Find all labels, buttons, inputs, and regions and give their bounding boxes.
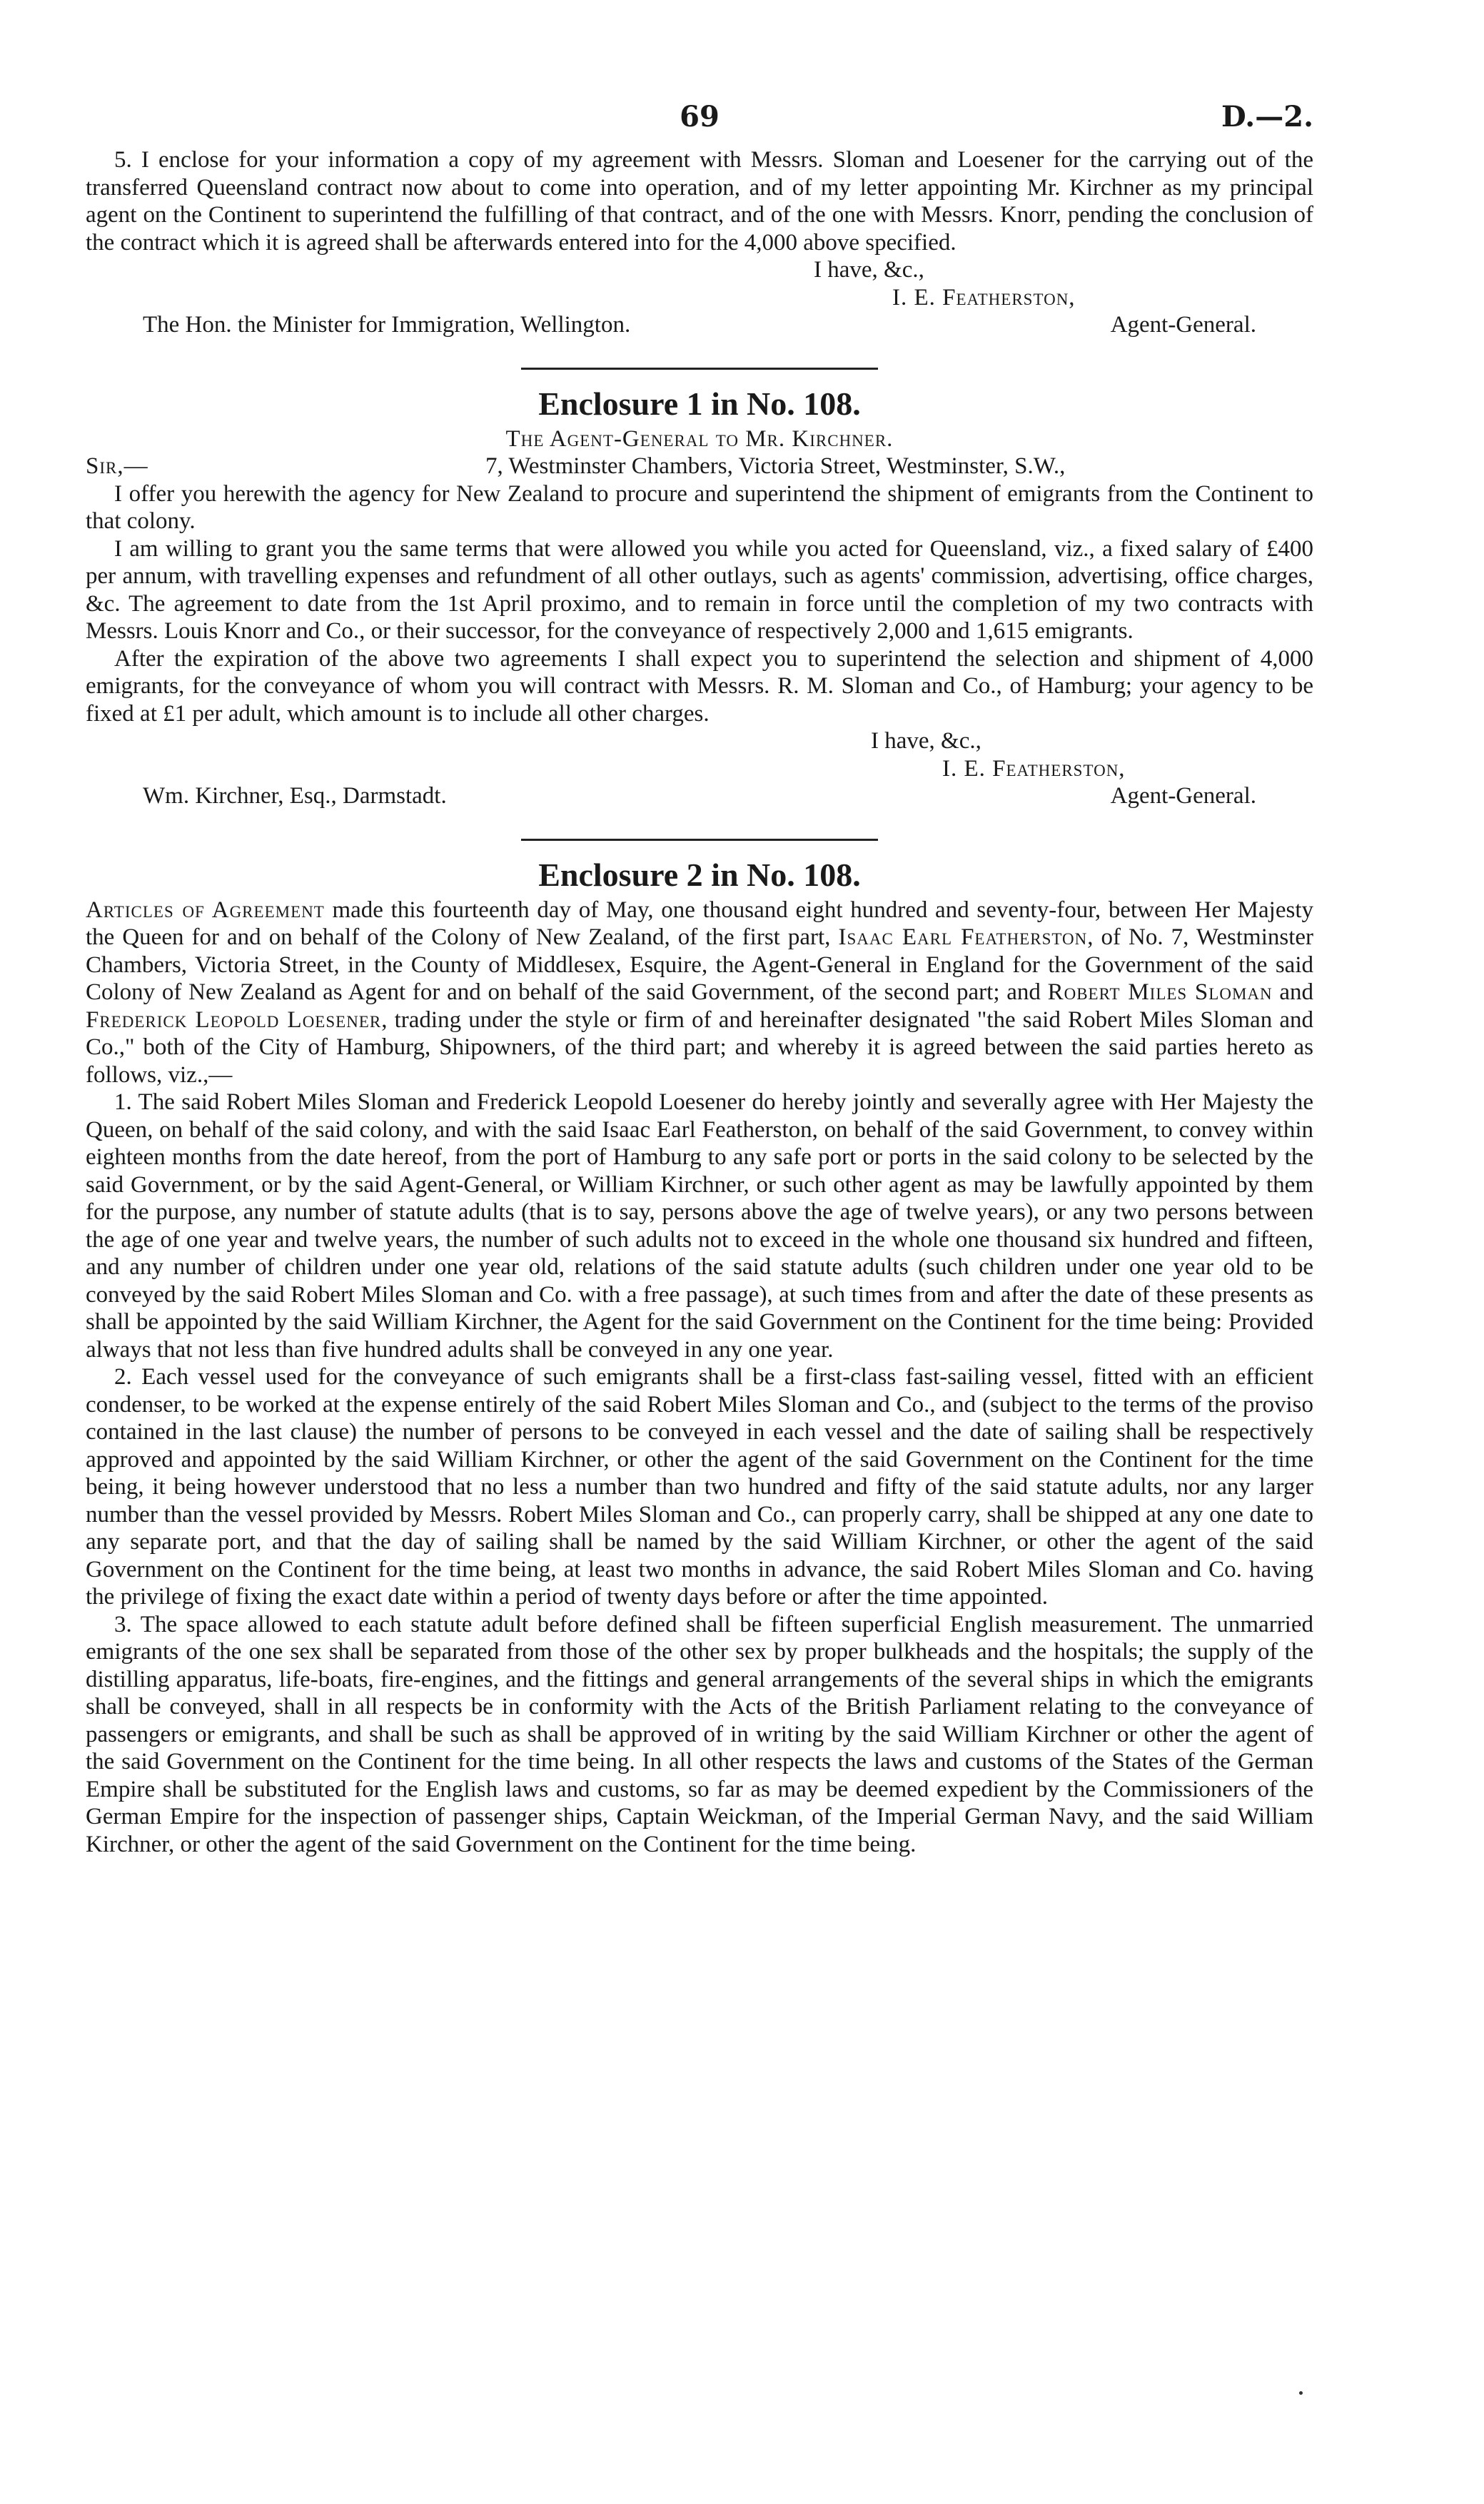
recipient: The Hon. the Minister for Immigration, Wellington. xyxy=(143,312,631,338)
signature-title: Agent-General. xyxy=(1110,783,1256,809)
signature-name: I. E. Featherston, xyxy=(892,284,1076,311)
scan-speck xyxy=(1299,2391,1303,2395)
signature-name: I. E. Featherston, xyxy=(942,755,1126,782)
page-header xyxy=(86,100,1313,137)
section-divider xyxy=(521,839,878,841)
agreement-preamble: Articles of Agreement made this fourteenth day of May, one thousand eight hundred and seventy-four, between Her Majesty the Queen for and on behalf of the Colony of New Zealand, of the first part, Isaac Earl Featherston, of No. 7, Westminster Chambers, Victoria Street, in the County of Middlesex, Esquire, the Agent-General in England for the Government of the said Colony of New Zealand as Agent for and on behalf of the said Government, of the second part; and Robert Miles Sloman and Frederick Leopold Loesener, trading under the style or firm of and hereinafter designated "the said Robert Miles Sloman and Co.," both of the City of Hamburg, Shipowners, of the third part; and whereby it is agreed between the said parties hereto as follows, viz.,— xyxy=(86,897,1314,1088)
page-number: 69 xyxy=(680,100,720,133)
agreement-clause-1: 1. The said Robert Miles Sloman and Frederick Leopold Loesener do hereby jointly and severally agree with Her Majesty the Queen, on behalf of the said colony, and with the said Isaac Earl Featherston, on behalf of the said Government, to convey within eighteen months from the date hereof, from the port of Hamburg to any safe port or ports in the said colony to be selected by the said Government, or by the said Agent-General, or William Kirchner, or such other agent as may be lawfully appointed by them for the purpose, any number of statute adults (that is to say, persons above the age of twelve years), or any two persons between the age of one year and twelve years, the number of such adults not to exceed in the whole one thousand six hundred and fifteen, and any number of children under one year old, relations of the said statute adults (such children under one year old to be conveyed by the said Robert Miles Sloman and Co. with a free passage), at such times from and after the date of these presents as shall be appointed by the said William Kirchner, the Agent for the said Government on the Continent for the time being: Provided always that not less than five hundred adults shall be conveyed in any one year. xyxy=(86,1089,1313,1363)
sender-address: 7, Westminster Chambers, Victoria Street, Westminster, S.W., xyxy=(485,453,1066,479)
enclosure-1-paragraph: I am willing to grant you the same terms that were allowed you while you acted for Queensland, viz., a fixed salary of £400 per annum, with travelling expenses and refundment of all other outlays, such as agents' commission, advertising, office charges, &c. The agreement to date from the 1st April proximo, and to remain in force until the completion of my two contracts with Messrs. Louis Knorr and Co., or their successor, for the conveyance of respectively 2,000 and 1,615 emigrants. xyxy=(86,535,1313,644)
agreement-clause-2: 2. Each vessel used for the conveyance of such emigrants shall be a first-class fast-sailing vessel, fitted with an efficient condenser, to be worked at the expense entirely of the said Robert Miles Sloman and Co., and (subject to the terms of the proviso contained in the last clause) the number of persons to be conveyed in each vessel and the date of sailing shall be respectively approved and appointed by the said William Kirchner, or other the agent of the said Government on the Continent for the time being, it being however understood that no less a number than two hundred and fifty of the said statute adults, nor any larger number than the vessel provided by Messrs. Robert Miles Sloman and Co., can properly carry, shall be shipped at any one date to any separate port, and that the day of sailing shall be named by the said William Kirchner, or other the agent of the said Government on the Continent for the time being, at least two months in advance, the said Robert Miles Sloman and Co. having the privilege of fixing the exact date within a period of twenty days before or after the time appointed. xyxy=(86,1364,1313,1610)
closing-line xyxy=(86,782,1313,810)
closing-have: I have, &c., xyxy=(871,728,981,754)
enclosure-1-paragraph: After the expiration of the above two agreements I shall expect you to superintend the selection and shipment of 4,000 emigrants, for the conveyance of whom you will contract with Messrs. R. M. Sloman and Co., of Hamburg; your agency to be fixed at £1 per adult, which amount is to include all other charges. xyxy=(86,645,1313,727)
recipient: Wm. Kirchner, Esq., Darmstadt. xyxy=(143,783,447,809)
closing-line xyxy=(86,311,1313,339)
signature-title: Agent-General. xyxy=(1110,312,1256,338)
salutation: Sir,— xyxy=(86,453,148,479)
enclosure-1-title: Enclosure 1 in No. 108. xyxy=(538,385,861,422)
section-divider xyxy=(521,368,878,370)
paragraph-5: 5. I enclose for your information a copy of my agreement with Messrs. Sloman and Loesener for the carrying out of the transferred Queensland contract now about to come into operation, and of my letter appointing Mr. Kirchner as my principal agent on the Continent to superintend the fulfilling of that contract, and of the one with Messrs. Knorr, pending the conclusion of the contract which it is agreed shall be afterwards entered into for the 4,000 above specified. xyxy=(86,147,1313,256)
document-reference: D.—2. xyxy=(1221,100,1313,133)
salutation-row xyxy=(86,453,1313,480)
agreement-clause-3: 3. The space allowed to each statute adult before defined shall be fifteen superficial English measurement. The unmarried emigrants of the one sex shall be separated from those of the other sex by proper bulkheads and the hospitals; the supply of the distilling apparatus, life-boats, fire-engines, and the fittings and general arrangements of the several ships in which the emigrants shall be conveyed, shall in all respects be in conformity with the Acts of the British Parliament relating to the conveyance of passengers or emigrants, and shall be such as shall be approved of in writing by the said William Kirchner or other the agent of the said Government on the Continent for the time being. In all other respects the laws and customs of the States of the German Empire shall be substituted for the English laws and customs, so far as may be deemed expedient by the Commissioners of the German Empire for the inspection of passenger ships, Captain Weickman, of the Imperial German Navy, and the said William Kirchner, or other the agent of the said Government on the Continent for the time being. xyxy=(86,1611,1313,1857)
closing-have: I have, &c., xyxy=(814,257,924,283)
document-body xyxy=(86,146,1313,1858)
enclosure-1-subtitle: The Agent-General to Mr. Kirchner. xyxy=(505,425,894,452)
enclosure-2-title: Enclosure 2 in No. 108. xyxy=(538,856,861,893)
enclosure-1-paragraph: I offer you herewith the agency for New Zealand to procure and superintend the shipment of emigrants from the Continent to that colony. xyxy=(86,480,1313,534)
